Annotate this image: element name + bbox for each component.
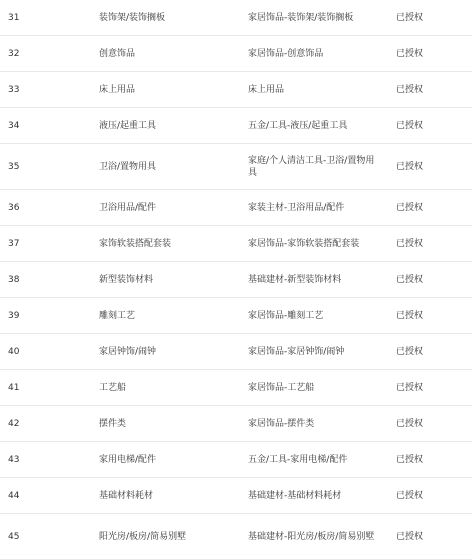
table-row — [0, 514, 472, 560]
status-text: 已授权 — [396, 454, 424, 465]
category-path: 五金/工具-液压/起重工具 — [248, 120, 348, 131]
category-path: 五金/工具-家用电梯/配件 — [248, 454, 348, 465]
category-path: 家居饰品-工艺船 — [248, 382, 315, 393]
row-number: 37 — [8, 238, 20, 249]
category-name: 基础材料耗材 — [99, 490, 154, 501]
table-row — [0, 144, 472, 190]
row-number: 33 — [8, 84, 20, 95]
row-number: 36 — [8, 202, 20, 213]
status-text: 已授权 — [396, 161, 424, 172]
row-number: 32 — [8, 48, 20, 59]
category-name: 卫浴用品/配件 — [99, 202, 157, 213]
category-path: 家居饰品-家居钟饰/闹钟 — [248, 346, 345, 357]
table-row — [0, 190, 472, 226]
status-text: 已授权 — [396, 490, 424, 501]
row-number: 43 — [8, 454, 20, 465]
row-number: 44 — [8, 490, 20, 501]
table-row — [0, 406, 472, 442]
table-row — [0, 478, 472, 514]
category-path: 床上用品 — [248, 84, 285, 95]
category-name: 家用电梯/配件 — [99, 454, 157, 465]
category-name: 家居钟饰/闹钟 — [99, 346, 157, 357]
status-text: 已授权 — [396, 120, 424, 131]
category-name: 雕刻工艺 — [99, 310, 136, 321]
table-row — [0, 370, 472, 406]
category-path: 基础建材-阳光房/板房/简易别墅 — [248, 531, 375, 542]
category-name: 工艺船 — [99, 382, 127, 393]
status-text: 已授权 — [396, 202, 424, 213]
status-text: 已授权 — [396, 238, 424, 249]
table-row — [0, 442, 472, 478]
status-text: 已授权 — [396, 531, 424, 542]
table-row — [0, 72, 472, 108]
category-name: 床上用品 — [99, 84, 136, 95]
row-number: 45 — [8, 531, 20, 542]
category-name: 卫浴/置物用具 — [99, 161, 157, 172]
status-text: 已授权 — [396, 382, 424, 393]
category-path: 家居饰品-雕刻工艺 — [248, 310, 324, 321]
status-text: 已授权 — [396, 310, 424, 321]
category-path: 家庭/个人清洁工具-卫浴/置物用具 — [248, 155, 375, 178]
category-name: 液压/起重工具 — [99, 120, 157, 131]
category-path: 家居饰品-装饰架/装饰搁板 — [248, 12, 354, 23]
category-name: 阳光房/板房/简易别墅 — [99, 531, 187, 542]
category-path: 家居饰品-家饰软装搭配套装 — [248, 238, 360, 249]
row-number: 35 — [8, 161, 20, 172]
category-path: 家居饰品-创意饰品 — [248, 48, 324, 59]
status-text: 已授权 — [396, 48, 424, 59]
row-number: 38 — [8, 274, 20, 285]
table-row — [0, 226, 472, 262]
status-text: 已授权 — [396, 84, 424, 95]
row-number: 39 — [8, 310, 20, 321]
row-number: 34 — [8, 120, 20, 131]
status-text: 已授权 — [396, 346, 424, 357]
table-row — [0, 298, 472, 334]
status-text: 已授权 — [396, 12, 424, 23]
category-path: 基础建材-新型装饰材料 — [248, 274, 342, 285]
category-path: 家装主材-卫浴用品/配件 — [248, 202, 345, 213]
category-name: 创意饰品 — [99, 48, 136, 59]
table-row — [0, 108, 472, 144]
row-number: 41 — [8, 382, 20, 393]
table-row — [0, 262, 472, 298]
table-row — [0, 334, 472, 370]
row-number: 42 — [8, 418, 20, 429]
category-name: 新型装饰材料 — [99, 274, 154, 285]
row-number: 31 — [8, 12, 20, 23]
status-text: 已授权 — [396, 274, 424, 285]
status-text: 已授权 — [396, 418, 424, 429]
category-name: 摆件类 — [99, 418, 127, 429]
category-name: 家饰软装搭配套装 — [99, 238, 172, 249]
row-number: 40 — [8, 346, 20, 357]
table-row — [0, 0, 472, 36]
category-path: 基础建材-基础材料耗材 — [248, 490, 342, 501]
category-name: 装饰架/装饰搁板 — [99, 12, 166, 23]
category-path: 家居饰品-摆件类 — [248, 418, 315, 429]
table-row — [0, 36, 472, 72]
